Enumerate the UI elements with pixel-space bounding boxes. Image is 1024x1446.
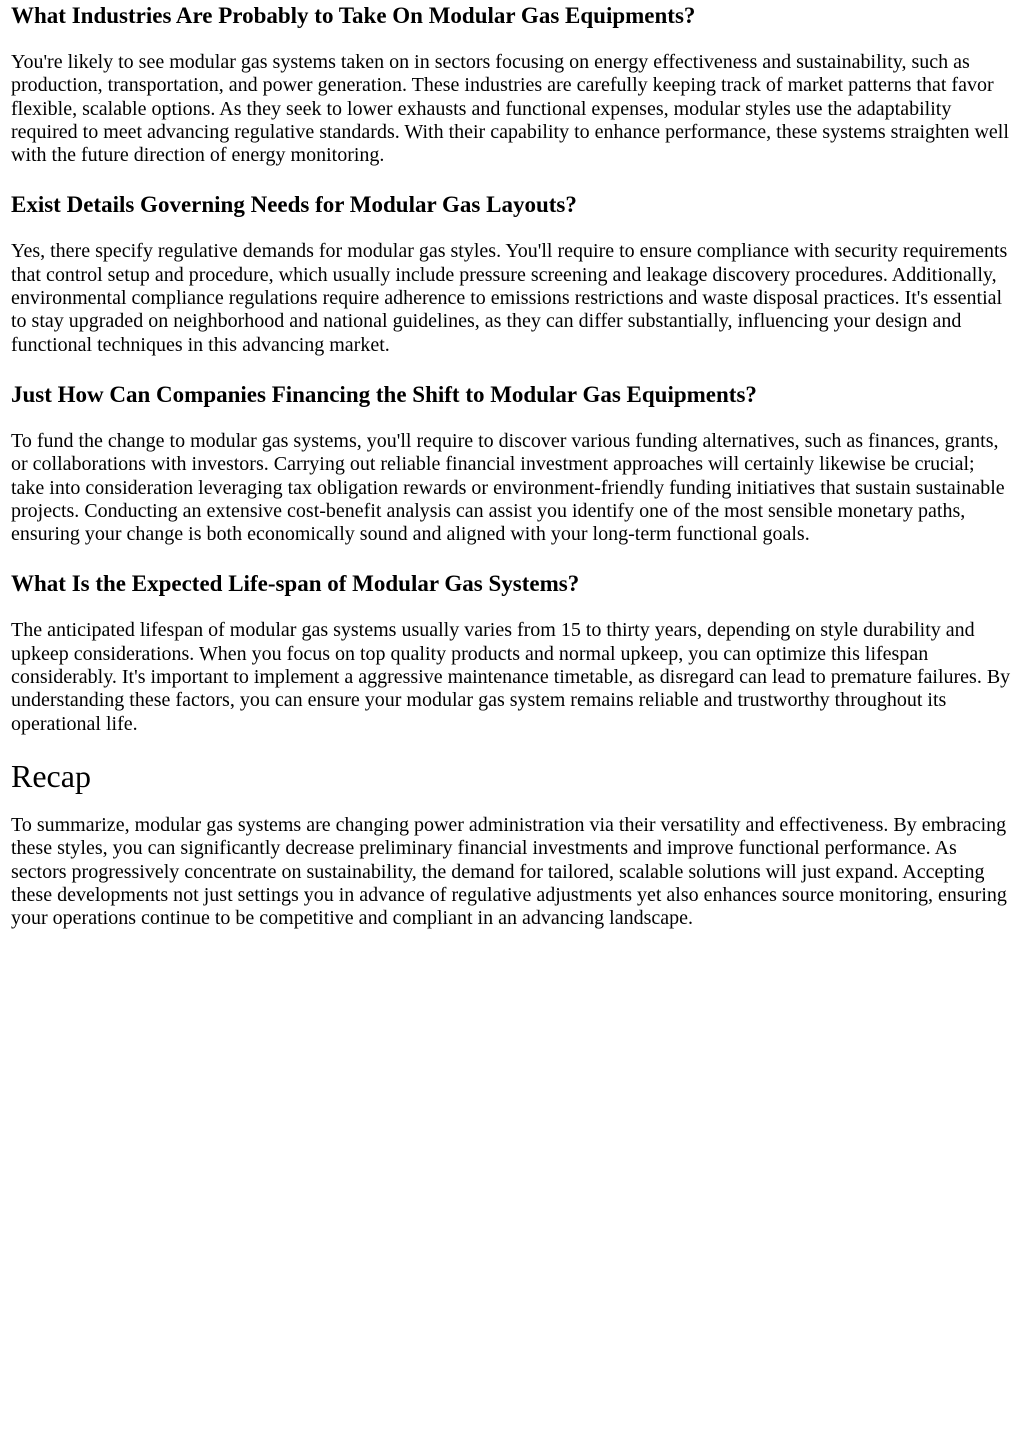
recap-body: To summarize, modular gas systems are changing power administration via their versatility and effectiveness. By embracing these styles, you can significantly decrease preliminary financial investments and improve functional performance. As sectors progressively concentrate on sustainability, the demand for tailored, scalable solutions will just expand. Accepting these developments not just settings you in advance of regulative adjustments yet also enhances source monitoring, ensuring your operations continue to be competitive and compliant in an advancing landscape. [11,813,1007,930]
faq-answer-financing: To fund the change to modular gas systems, you'll require to discover various funding alternatives, such as finances, grants, or collaborations with investors. Carrying out reliable financial investment approaches will certainly likewise be crucial; take into consideration leveraging tax obligation rewards or environment-friendly funding initiatives that sustain sustainable projects. Conducting an extensive cost-benefit analysis can assist you identify one of the most sensible monetary paths, ensuring your change is both economically sound and aligned with your long-term functional goals. [11,429,1005,546]
faq-heading-regulations: Exist Details Governing Needs for Modular Gas Layouts? [11,192,577,218]
faq-heading-lifespan: What Is the Expected Life-span of Modular Gas Systems? [11,571,580,597]
faq-heading-industries: What Industries Are Probably to Take On Modular Gas Equipments? [11,3,696,28]
faq-answer-lifespan: The anticipated lifespan of modular gas systems usually varies from 15 to thirty years, depending on style durability and upkeep considerations. When you focus on top quality products and normal upkeep, you can optimize this lifespan considerably. It's important to implement a aggressive maintenance timetable, as disregard can lead to premature failures. By understanding these factors, you can ensure your modular gas system remains reliable and trustworthy throughout its operational life. [11,619,1011,735]
faq-answer-industries: You're likely to see modular gas systems taken on in sectors focusing on energy effectiveness and sustainability, such as production, transportation, and power generation. These industries are carefully keeping track of market patterns that favor flexible, scalable options. As they seek to lower exhausts and functional expenses, modular styles use the adaptability required to meet advancing regulative standards. With their capability to enhance performance, these systems straighten well with the future direction of energy monitoring. [11,51,1009,167]
recap-heading: Recap [11,757,91,794]
faq-heading-financing: Just How Can Companies Financing the Shift to Modular Gas Equipments? [11,381,757,407]
faq-answer-regulations: Yes, there specify regulative demands for modular gas styles. You'll require to ensure compliance with security requirements that control setup and procedure, which usually include pressure screening and leakage discovery procedures. Additionally, environmental compliance regulations require adherence to emissions restrictions and waste disposal practices. It's essential to stay upgraded on neighborhood and national guidelines, as they can differ substantially, influencing your design and functional techniques in this advancing market. [11,240,1008,356]
